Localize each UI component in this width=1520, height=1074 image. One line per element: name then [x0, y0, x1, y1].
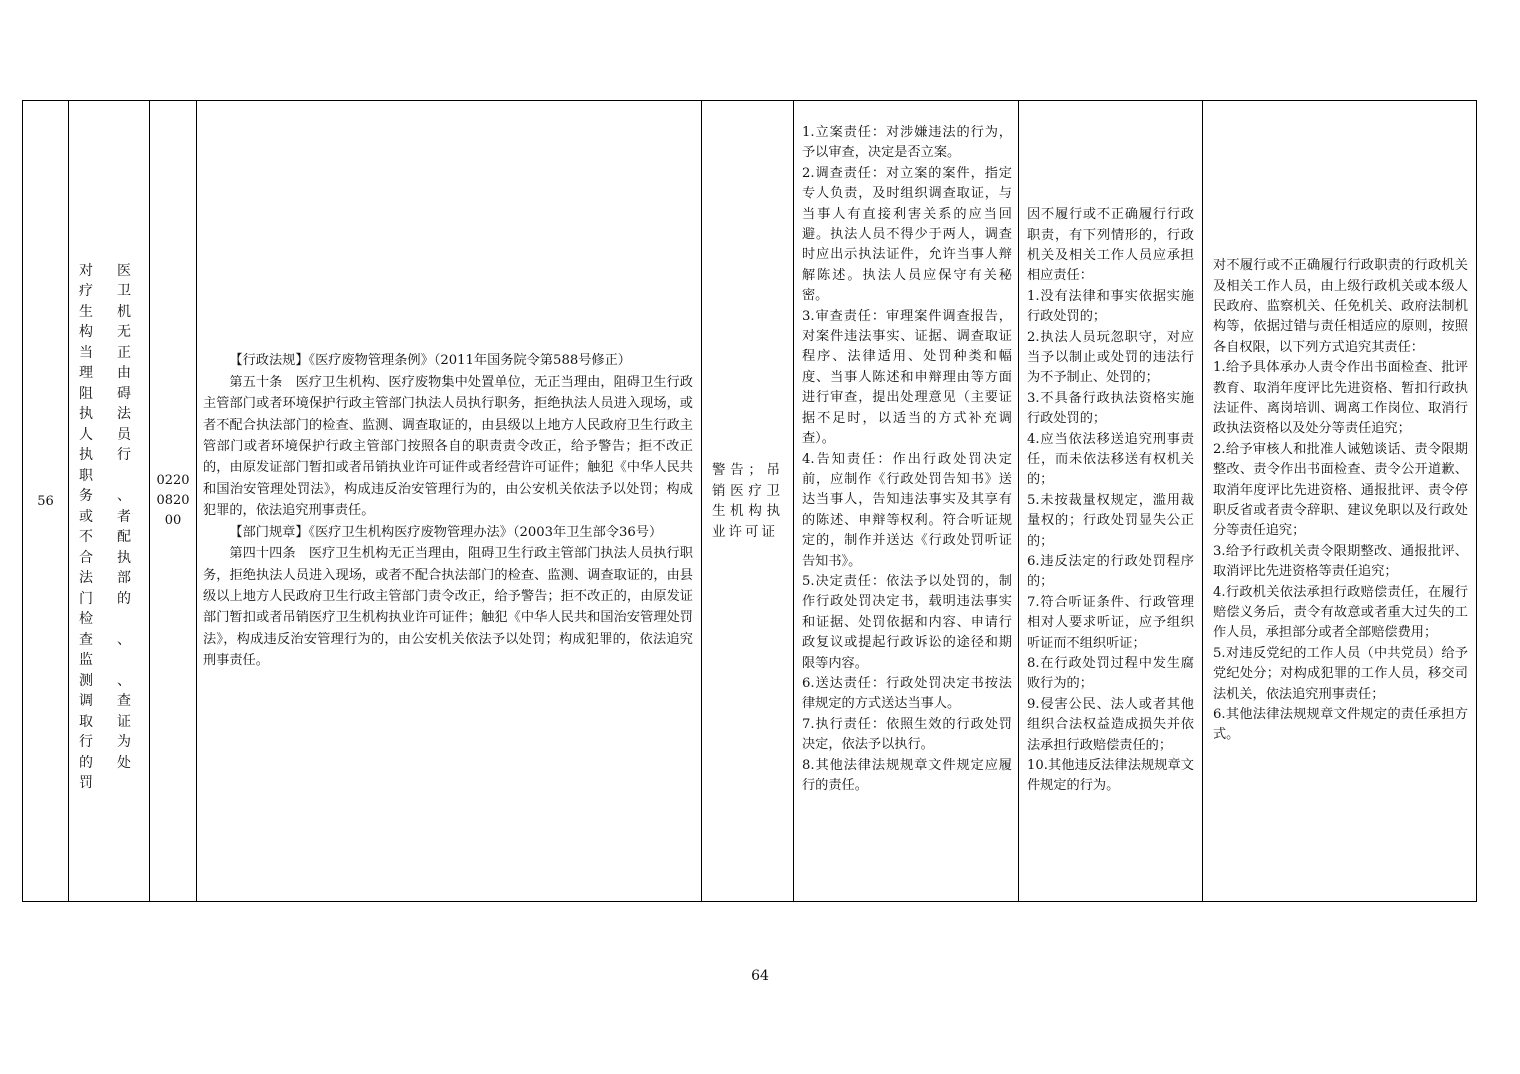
table-row: [23, 101, 1477, 902]
accountability-item: 6.其他法律法规规章文件规定的责任承担方式。: [1213, 707, 1468, 743]
circumstance-item: 10.其他违反法律法规规章文件规定的行为。: [1027, 758, 1194, 794]
basis-rule-article: 第四十四条 医疗卫生机构无正当理由，阻碍卫生行政主管部门执法人员执行职务，拒绝执法人员进入现场，或者不配合执法部门的检查、监测、调查取证的，由县级以上地方人民政府卫生行政主管部门责令改正，给予警告；拒不改正的，由原发证部门暂扣或者吊销医疗卫生机构执业许可证件；触犯《中华人民共和国治安管理处罚法》，构成违反治安管理行为的，由公安机关依法予以处罚；构成犯罪的，依法追究刑事责任。: [203, 546, 693, 669]
liability-circumstances-cell: [1019, 101, 1203, 902]
circumstance-item: 6.违反法定的行政处罚程序的；: [1027, 554, 1194, 590]
accountability-item: 2.给予审核人和批准人诫勉谈话、责令限期整改、责令作出书面检查、责令公开道歉、取消年度评比先进资格、通报批评、责令停职反省或者责令辞职、建议免职以及行政处分等责任追究；: [1213, 441, 1468, 539]
basis-regulation-article: 第五十条 医疗卫生机构、医疗废物集中处置单位，无正当理由，阻碍卫生行政主管部门或者环境保护行政主管部门执法人员执行职务，拒绝执法人员进入现场，或者不配合执法部门的检查、监测、调查取证的，由县级以上地方人民政府卫生行政主管部门或者环境保护行政主管部门按照各自的职责责令改正，给予警告；拒不改正的，由原发证部门暂扣或者吊销执业许可证件或者经营许可证件；触犯《中华人民共和国治安管理处罚法》，构成违反治安管理行为的，由公安机关依法予以处罚；构成犯罪的，依法追究刑事责任。: [203, 374, 693, 519]
seq-number: 56: [37, 493, 54, 509]
accountability-item: 1.给予具体承办人责令作出书面检查、批评教育、取消年度评比先进资格、暂扣行政执法证件、离岗培训、调离工作岗位、取消行政执法资格以及处分等责任追究；: [1213, 360, 1468, 437]
seq-number-cell: [23, 101, 69, 902]
item-code-cell: [150, 101, 197, 902]
responsibility-item: 8.其他法律法规规章文件规定应履行的责任。: [802, 757, 1012, 793]
circumstance-item: 8.在行政处罚过程中发生腐败行为的；: [1027, 656, 1194, 692]
responsibility-item: 7.执行责任：依照生效的行政处罚决定，依法予以执行。: [802, 716, 1012, 753]
responsibility-item: 4.告知责任：作出行政处罚决定前，应制作《行政处罚告知书》送达当事人，告知违法事实及其享有的陈述、申辩等权利。符合听证规定的，制作并送达《行政处罚听证告知书》。: [802, 451, 1012, 569]
circumstance-item: 7.符合听证条件、行政管理相对人要求听证，应予组织听证而不组织听证；: [1027, 594, 1194, 651]
accountability-cell: [1203, 101, 1477, 902]
responsibility-item: 6.送达责任：行政处罚决定书按法律规定的方式送达当事人。: [802, 675, 1012, 712]
accountability-item: 4.行政机关依法承担行政赔偿责任，在履行赔偿义务后，责令有故意或者重大过失的工作人员，承担部分或者全部赔偿费用；: [1213, 584, 1468, 641]
item-name-cell: [69, 101, 150, 902]
circumstance-item: 4.应当依法移送追究刑事责任，而未依法移送有权机关的；: [1027, 431, 1194, 488]
basis-regulation-title: 【行政法规】《医疗废物管理条例》（2011年国务院令第588号修正）: [229, 353, 631, 369]
power-list-table: [22, 100, 1477, 902]
responsibility-item: 3.审查责任：审理案件调查报告，对案件违法事实、证据、调查取证程序、法律适用、处罚种类和幅度、当事人陈述和申辩理由等方面进行审查，提出处理意见（主要证据不足时，以适当的方式补充调查）。: [802, 308, 1012, 447]
circumstance-item: 因不履行或不正确履行行政职责，有下列情形的，行政机关及相关工作人员应承担相应责任：: [1027, 207, 1194, 284]
penalty-type: 警告；吊销医疗卫生机构执业许可证: [712, 462, 783, 540]
responsibility-cell: [794, 101, 1019, 902]
legal-basis-cell: [197, 101, 702, 902]
circumstance-item: 9.侵害公民、法人或者其他组织合法权益造成损失并依法承担行政赔偿责任的；: [1027, 696, 1194, 753]
circumstance-item: 1.没有法律和事实依据实施行政处罚的；: [1027, 288, 1194, 325]
basis-rule-title: 【部门规章】《医疗卫生机构医疗废物管理办法》（2003年卫生部令36号）: [229, 524, 663, 540]
penalty-type-cell: [702, 101, 794, 902]
accountability-item: 对不履行或不正确履行行政职责的行政机关及相关工作人员，由上级行政机关或本级人民政府、监察机关、任免机关、政府法制机构等，依据过错与责任相适应的原则，按照各自权限，以下列方式追究其责任：: [1213, 258, 1468, 355]
responsibility-item: 2.调查责任：对立案的案件，指定专人负责，及时组织调查取证，与当事人有直接利害关系的应当回避。执法人员不得少于两人，调查时应出示执法证件，允许当事人辩解陈述。执法人员应保守有关秘密。: [802, 165, 1012, 304]
circumstance-item: 5.未按裁量权规定，滥用裁量权的；行政处罚显失公正的；: [1027, 492, 1194, 549]
page-number: 64: [751, 968, 769, 984]
responsibility-item: 1.立案责任：对涉嫌违法的行为，予以审查，决定是否立案。: [802, 125, 1012, 161]
circumstance-item: 3.不具备行政执法资格实施行政处罚的；: [1027, 390, 1194, 427]
item-code: 0220082000: [156, 473, 190, 528]
accountability-item: 3.给予行政机关责令限期整改、通报批评、取消评比先进资格等责任追究；: [1213, 543, 1468, 580]
responsibility-item: 5.决定责任：依法予以处罚的，制作行政处罚决定书，载明违法事实和证据、处罚依据和内容、申请行政复议或提起行政诉讼的途径和期限等内容。: [802, 573, 1012, 671]
accountability-item: 5.对违反党纪的工作人员（中共党员）给予党纪处分；对构成犯罪的工作人员，移交司法机关，依法追究刑事责任；: [1213, 645, 1468, 702]
circumstance-item: 2.执法人员玩忽职守，对应当予以制止或处罚的违法行为不予制止、处罚的；: [1027, 329, 1194, 386]
item-name: 对医疗卫生机构无当正理由阻碍执法人员执行职务、或者不配合执法部门的检查、监测、调查取证行为的处罚: [79, 262, 139, 791]
